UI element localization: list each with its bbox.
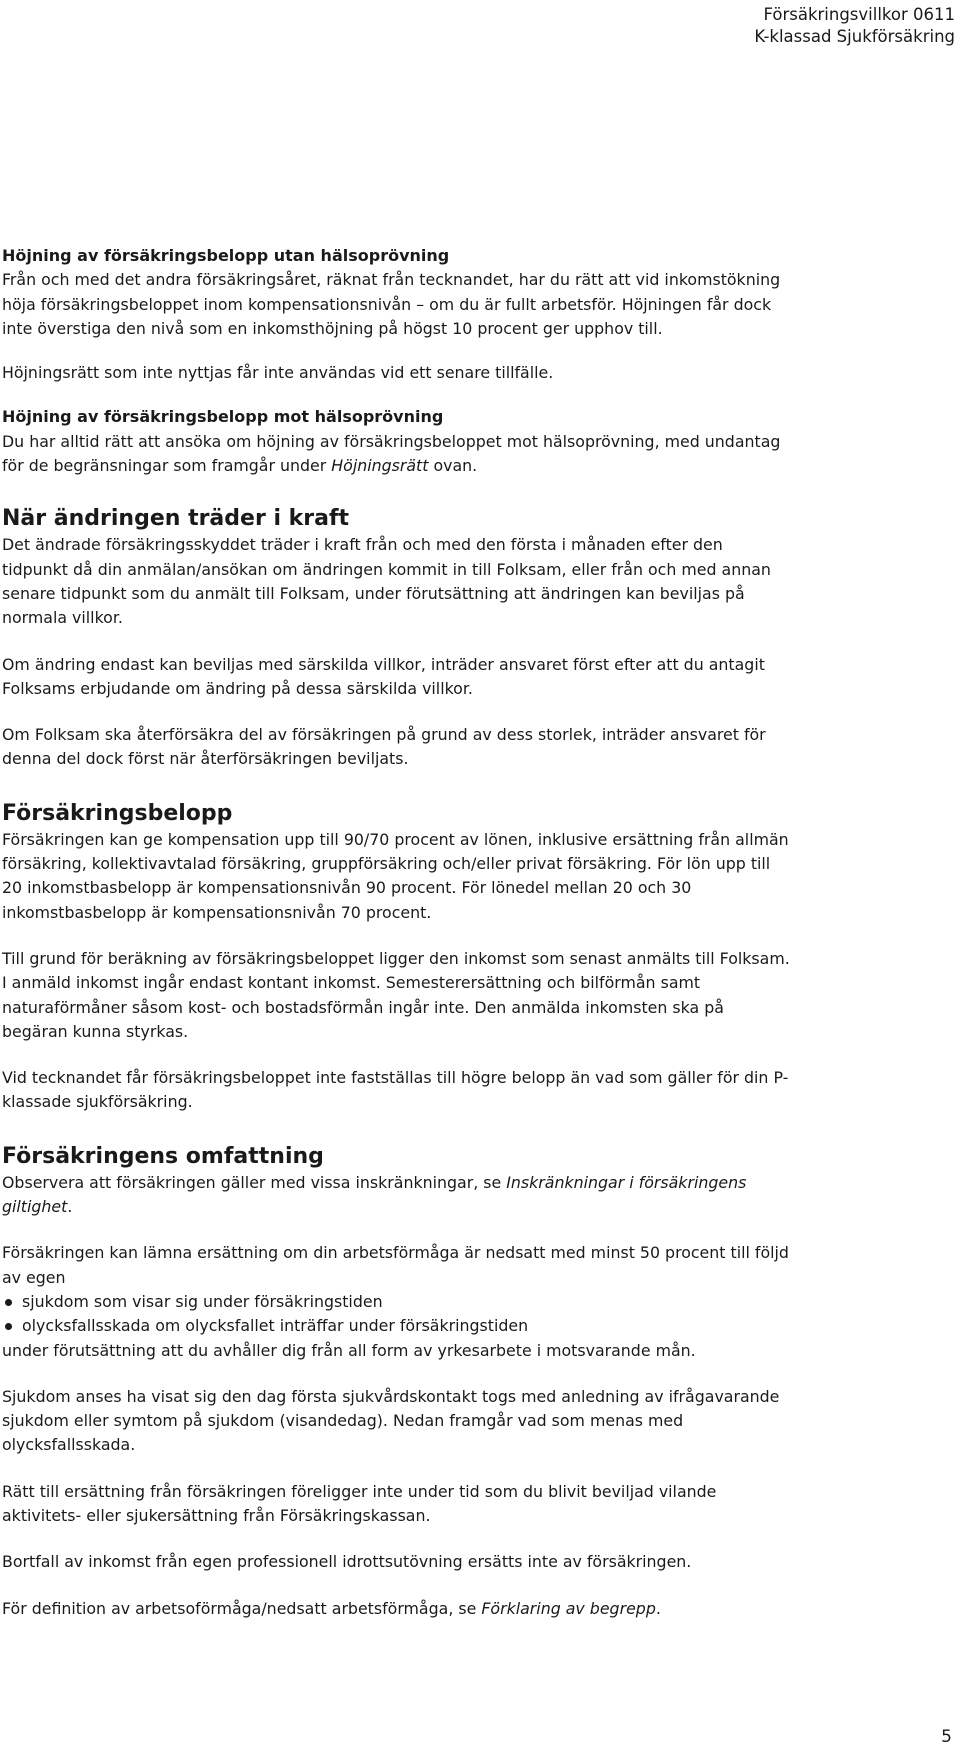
paragraph-illness-onset: Sjukdom anses ha visat sig den dag första sjukvårdskontakt togs med anledning av ifrågavarande sjukdom eller symtom på sjukdom (visandedag). Nedan framgår vad som menas med olycksfallsskada. <box>2 1386 780 1455</box>
paragraph-change-effect-3: Om Folksam ska återförsäkra del av försäkringen på grund av dess storlek, inträder ansvaret för denna del dock först när återförsäkringen beviljats. <box>2 725 766 769</box>
paragraph-insurance-amount-2: Till grund för beräkning av försäkringsbeloppet ligger den inkomst som senast anmälts till Folksam. I anmäld inkomst ingår endast kontant inkomst. Semesterersättning och bilförmån samt naturaförmåner såsom kost- och bostadsförmån ingår inte. Den anmälda inkomsten ska på begäran kunna styrkas. <box>2 948 790 1041</box>
paragraph-raise-without-health-check: Från och med det andra försäkringsåret, räknat från tecknandet, har du rätt att vid inkomstökning höja försäkringsbeloppet inom kompensationsnivån – om du är fullt arbetsför. Höjningen får dock inte överstiga den nivå som en inkomsthöjning på högst 10 procent ger upphov till. <box>2 270 781 338</box>
paragraph-change-effect-2: Om ändring endast kan beviljas med särskilda villkor, inträder ansvaret först efter att du antagit Folksams erbjudande om ändring på dessa särskilda villkor. <box>2 654 765 698</box>
document-header <box>754 4 955 48</box>
header-document-title: K-klassad Sjukförsäkring <box>754 27 955 46</box>
paragraph-change-effect-1: Det ändrade försäkringsskyddet träder i kraft från och med den första i månaden efter den tidpunkt då din anmälan/ansökan om ändringen kommit in till Folksam, eller från och med annan senare tidpunkt som du anmält till Folksam, under förutsättning att ändringen kan beviljas på normala villkor. <box>2 535 771 628</box>
header-document-code: Försäkringsvillkor 0611 <box>763 5 955 24</box>
paragraph-scope-condition: under förutsättning att du avhåller dig från all form av yrkesarbete i motsvarande mån. <box>2 1340 696 1360</box>
list-item: sjukdom som visar sig under försäkringstiden <box>2 1290 792 1314</box>
bullet-list-causes <box>2 1290 792 1339</box>
paragraph-raise-with-health-check: Du har alltid rätt att ansöka om höjning av försäkringsbeloppet mot hälsoprövning, med undantag för de begränsningar som framgår under Höjningsrätt ovan. <box>2 431 781 476</box>
paragraph-insurance-amount-3: Vid tecknandet får försäkringsbeloppet inte fastställas till högre belopp än vad som gäller för din P-klassade sjukförsäkring. <box>2 1068 789 1112</box>
heading-insurance-amount: Försäkringsbelopp <box>2 800 233 826</box>
heading-when-change-takes-effect: När ändringen träder i kraft <box>2 506 350 532</box>
reference-hojningsratt: Höjningsrätt <box>331 456 429 476</box>
paragraph-definition-reference: För definition av arbetsoförmåga/nedsatt arbetsförmåga, se Förklaring av begrepp. <box>2 1598 661 1618</box>
paragraph-no-compensation-condition: Rätt till ersättning från försäkringen föreligger inte under tid som du blivit beviljad vilande aktivitets- eller sjukersättning från Försäkringskassan. <box>2 1481 717 1525</box>
document-body <box>2 244 792 1621</box>
subheading-raise-with-health-check: Höjning av försäkringsbelopp mot hälsoprövning <box>2 407 444 427</box>
subheading-raise-without-health-check: Höjning av försäkringsbelopp utan hälsoprövning <box>2 246 450 265</box>
list-item: olycksfallsskada om olycksfallet inträffar under försäkringstiden <box>2 1314 792 1338</box>
paragraph-unused-raise-right: Höjningsrätt som inte nyttjas får inte användas vid ett senare tillfälle. <box>2 363 554 383</box>
heading-insurance-scope: Försäkringens omfattning <box>2 1143 324 1169</box>
paragraph-scope-compensation: Försäkringen kan lämna ersättning om din arbetsförmåga är nedsatt med minst 50 procent till följd av egen <box>2 1243 789 1287</box>
paragraph-scope-restrictions: Observera att försäkringen gäller med vissa inskränkningar, se Inskränkningar i försäkringens giltighet. <box>2 1172 747 1217</box>
reference-forklaring-av-begrepp: Förklaring av begrepp <box>481 1598 656 1618</box>
page-number: 5 <box>941 1727 952 1747</box>
paragraph-sports-income-loss: Bortfall av inkomst från egen professionell idrottsutövning ersätts inte av försäkringen. <box>2 1552 692 1572</box>
paragraph-insurance-amount-1: Försäkringen kan ge kompensation upp till 90/70 procent av lönen, inklusive ersättning från allmän försäkring, kollektivavtalad försäkring, gruppförsäkring och/eller privat försäkring. För lön upp till 20 inkomstbasbelopp är kompensationsnivån 90 procent. För lönedel mellan 20 och 30 inkomstbasbelopp är kompensationsnivån 70 procent. <box>2 829 789 922</box>
reference-inskrankningar: Inskränkningar i försäkringens giltighet <box>2 1172 747 1217</box>
